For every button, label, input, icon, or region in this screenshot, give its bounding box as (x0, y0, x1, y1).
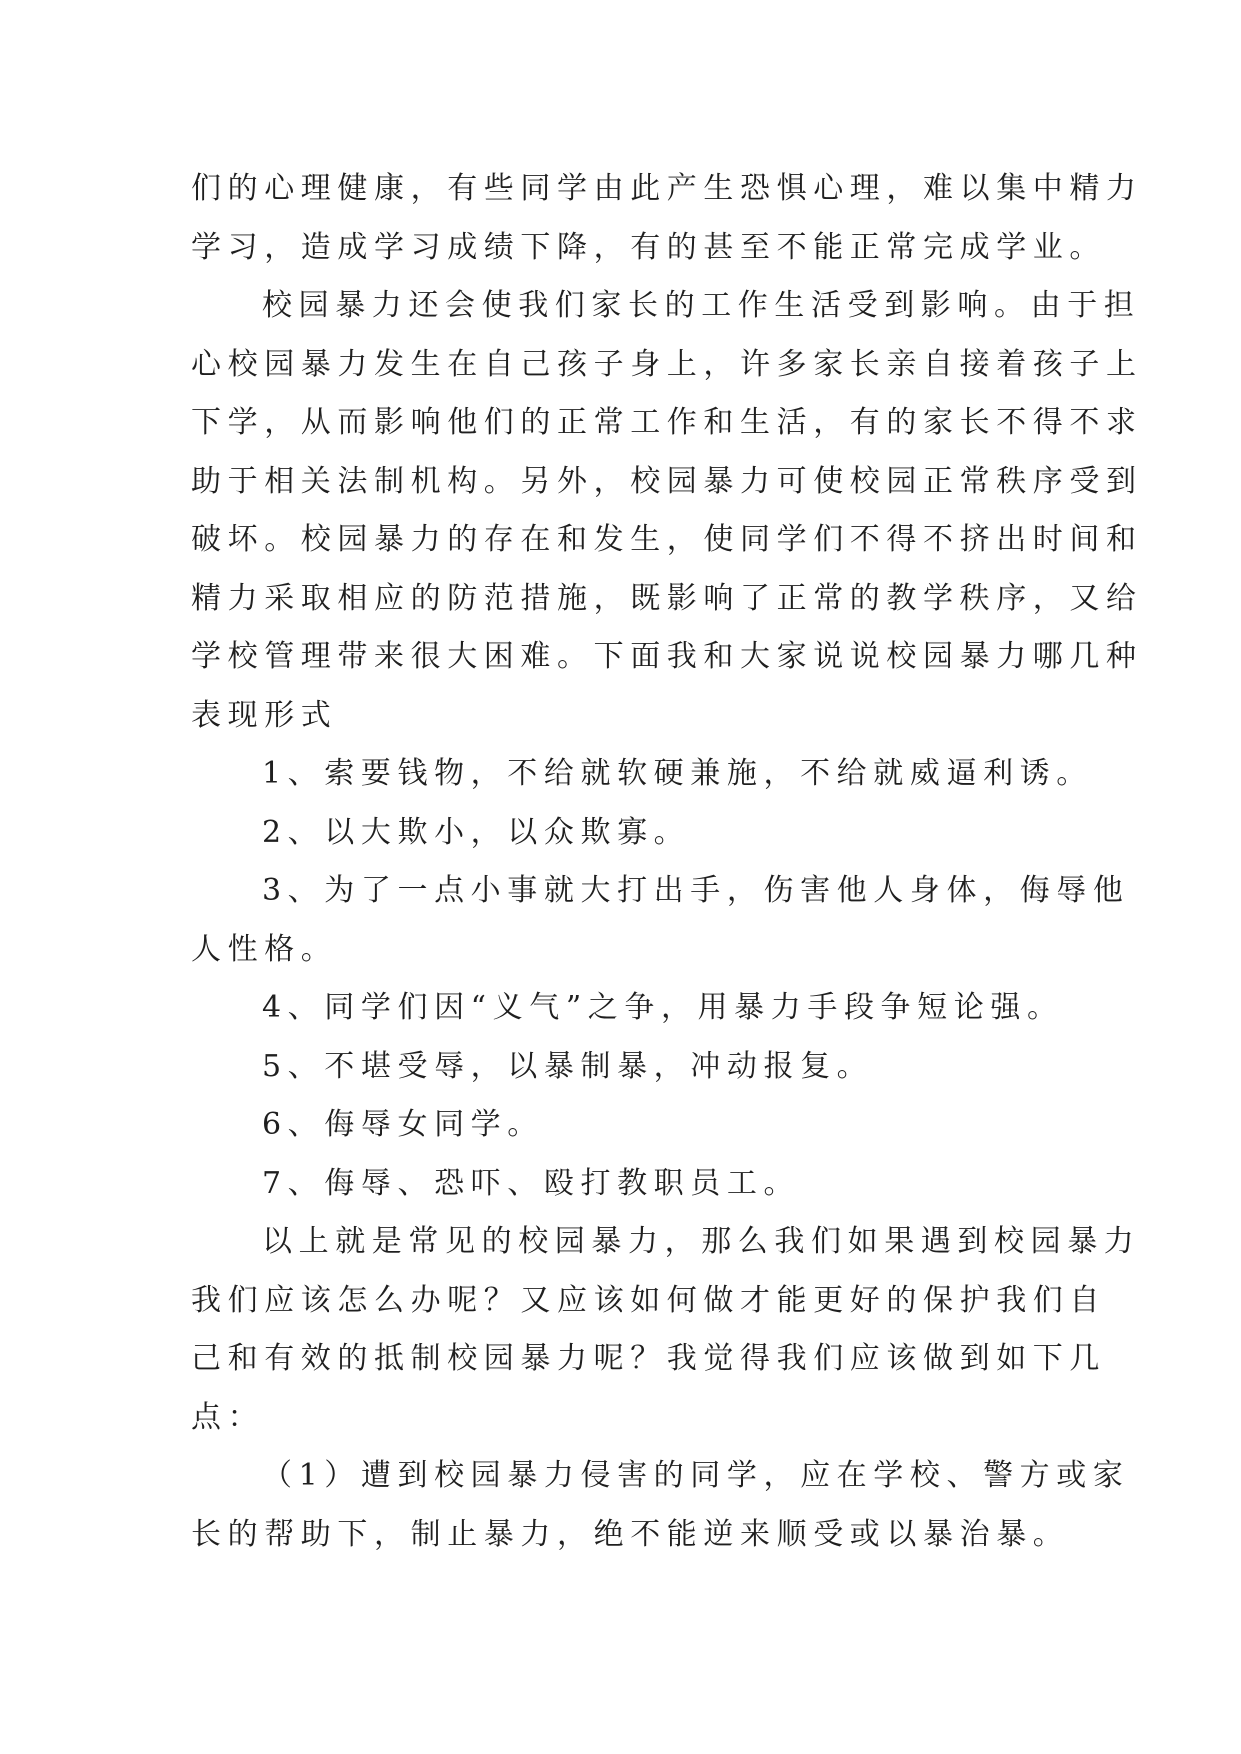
text-line: 表现形式 (191, 697, 338, 733)
list-item: 4、同学们因“义气”之争，用暴力手段争短论强。 (262, 990, 1064, 1025)
list-item: 1、索要钱物，不给就软硬兼施，不给就威逼利诱。 (262, 756, 1093, 791)
list-item: 3、为了一点小事就大打出手，伤害他人身体，侮辱他 (262, 873, 1130, 908)
text-line: 学校管理带来很大困难。下面我和大家说说校园暴力哪几种 (191, 639, 1143, 674)
text-line: 破坏。校园暴力的存在和发生，使同学们不得不挤出时间和 (191, 522, 1143, 557)
list-item: 2、以大欺小，以众欺寡。 (262, 814, 691, 850)
text-line: 我们应该怎么办呢？又应该如何做才能更好的保护我们自 (191, 1282, 1106, 1318)
text-line: 校园暴力还会使我们家长的工作生活受到影响。由于担 (262, 288, 1141, 323)
list-item: （1）遭到校园暴力侵害的同学，应在学校、警方或家 (262, 1458, 1130, 1493)
text-line: 们的心理健康，有些同学由此产生恐惧心理，难以集中精力 (191, 171, 1143, 206)
text-line: 学习，造成学习成绩下降，有的甚至不能正常完成学业。 (191, 229, 1106, 265)
list-item: 5、不堪受辱，以暴制暴，冲动报复。 (262, 1048, 874, 1084)
list-item: 7、侮辱、恐吓、殴打教职员工。 (262, 1165, 801, 1201)
text-line: 下学，从而影响他们的正常工作和生活，有的家长不得不求 (191, 405, 1143, 440)
text-line: 助于相关法制机构。另外，校园暴力可使校园正常秩序受到 (191, 463, 1143, 499)
text-line: 己和有效的抵制校园暴力呢？我觉得我们应该做到如下几 (191, 1341, 1106, 1376)
text-line: 长的帮助下，制止暴力，绝不能逆来顺受或以暴治暴。 (191, 1516, 1070, 1552)
text-line: 以上就是常见的校园暴力，那么我们如果遇到校园暴力 (262, 1224, 1141, 1259)
text-line: 点： (191, 1399, 265, 1435)
text-line: 精力采取相应的防范措施，既影响了正常的教学秩序，又给 (191, 580, 1143, 616)
list-item: 6、侮辱女同学。 (262, 1107, 544, 1142)
document-body (191, 160, 1143, 1564)
text-line: 心校园暴力发生在自己孩子身上，许多家长亲自接着孩子上 (191, 346, 1143, 382)
list-item-continuation: 人性格。 (191, 931, 338, 967)
